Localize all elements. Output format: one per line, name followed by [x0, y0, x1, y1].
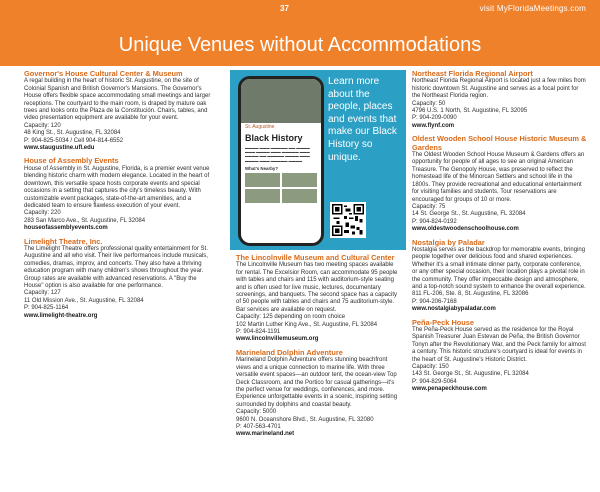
- phone-nearby-heading: What's Nearby?: [245, 165, 279, 171]
- venue-entry: [24, 238, 212, 320]
- page-header: [0, 0, 600, 66]
- venue-url-link[interactable]: www.nostalgiabypaladar.com: [412, 306, 496, 313]
- venue-detail: 9600 N. Oceanshore Blvd., St. Augustine, FL 32080: [236, 416, 374, 423]
- phone-title: Black History: [245, 133, 303, 143]
- venue-entry: [24, 157, 212, 232]
- venue-url-link[interactable]: www.penapeckhouse.com: [412, 386, 487, 393]
- venue-column-1: [24, 70, 212, 325]
- venue-url-link[interactable]: houseofassemblyevents.com: [24, 225, 108, 232]
- venue-detail: P: 407-563-4701: [236, 423, 281, 430]
- venue-detail: 283 San Marco Ave., St. Augustine, FL 32084: [24, 217, 146, 224]
- venue-url-link[interactable]: www.limelight-theatre.org: [24, 312, 98, 319]
- venue-detail: P: 904-824-1191: [236, 329, 281, 336]
- venue-detail: 143 St. George St., St. Augustine, FL 32084: [412, 371, 529, 378]
- venue-detail: P: 904-209-0090: [412, 115, 457, 122]
- venue-detail: P: 904-825-5034 / Cell 904-814-6552: [24, 137, 124, 144]
- venue-entry: [236, 349, 402, 439]
- venue-detail: Capacity: 220: [24, 210, 61, 217]
- venue-name: Peña-Peck House: [412, 317, 475, 327]
- venue-name: Northeast Florida Regional Airport: [412, 69, 533, 78]
- promo-text: Learn more about the people, places and events that make our Black History so unique.: [328, 76, 397, 163]
- venue-url-link[interactable]: www.lincolnvillemuseum.org: [236, 336, 319, 343]
- venue-name: The Lincolnville Museum and Cultural Center: [236, 253, 395, 262]
- venue-detail: 102 Martin Luther King Ave., St. Augustine, FL 32084: [236, 321, 378, 328]
- venue-detail: P: 904-829-5064: [412, 378, 457, 385]
- venue-name: Marineland Dolphin Adventure: [236, 347, 343, 357]
- venue-detail: 14 St. George St., St. Augustine, FL 32084: [412, 211, 526, 218]
- venue-name: Oldest Wooden School House Historic Museum & Gardens: [412, 134, 587, 152]
- venue-name: Governor's House Cultural Center & Museum: [24, 69, 183, 78]
- site-link[interactable]: visit MyFloridaMeetings.com: [479, 4, 586, 13]
- venue-entry: [412, 319, 588, 394]
- venue-detail: Capacity: 120: [24, 122, 61, 129]
- venue-name: Limelight Theatre, Inc.: [24, 236, 103, 246]
- venue-detail: Capacity: 150: [412, 364, 449, 371]
- venue-detail: 11 Old Mission Ave., St. Augustine, FL 32084: [24, 297, 144, 304]
- venue-detail: Capacity: 5000: [236, 409, 277, 416]
- venue-url-link[interactable]: www.flynf.com: [412, 122, 455, 129]
- phone-mockup: [238, 76, 324, 246]
- venue-description: House of Assembly in St. Augustine, Florida, is a premier event venue blending historic charm with modern elegance. Located in the heart of downtown, this versatile space hosts corporate events and special occasions in a setting that captures the city's timeless beauty. With customizable event packages, state-of-the-art amenities, and a dedicated team to ensure flawless execution of your event.: [24, 165, 210, 209]
- venue-detail: Capacity: 127: [24, 290, 61, 297]
- venue-detail: P: 904-824-0192: [412, 218, 457, 225]
- venue-entry: [412, 135, 588, 233]
- venue-entry: [412, 239, 588, 314]
- venue-detail: Capacity: 75: [412, 203, 446, 210]
- phone-body-text: ▬▬▬▬ ▬▬▬ ▬▬▬▬▬ ▬▬ ▬▬▬▬ ▬▬▬ ▬▬▬▬ ▬▬▬ ▬▬▬▬▬ ▬▬▬ ▬▬▬▬ ▬▬ ▬▬▬▬▬ ▬▬▬▬ ▬▬▬ ▬▬▬▬ ▬▬▬ ▬▬▬▬▬ ▬▬▬▬: [245, 146, 310, 163]
- venue-detail: 811 FL-206, Ste. 8, St. Augustine, FL 32086: [412, 291, 529, 298]
- venue-detail: P: 904-206-7168: [412, 298, 457, 305]
- venue-description: Nostalgia serves as the backdrop for memorable events, bringing people together over delicious food and shared experiences. Whether it's a small intimate dinner party, corporate conference, or any other special occasion, their location plays a pivotal role in the community. They offer impeccable design and atmosphere, and a top-notch sound system to enhance the overall experience.: [412, 246, 586, 290]
- venue-url-link[interactable]: www.oldestwoodenschoolhouse.com: [412, 226, 519, 233]
- venue-description: Northeast Florida Regional Airport is located just a few miles from historic downtown St. Augustine and serves as a focal point for the Northeast Florida region.: [412, 78, 586, 100]
- venue-detail: Capacity: 125 depending on room choice: [236, 314, 346, 321]
- page-title: Unique Venues without Accommodations: [118, 34, 482, 56]
- venue-name: House of Assembly Events: [24, 156, 119, 166]
- venue-description: A regal building in the heart of historic St. Augustine, on the site of Colonial Spanish and British Governor's Mansions. The Governor's House offers flexible space accommodating small meetings and larger receptions. The courtyard to the main room, is draped by mature oak trees and looks onto the Plaza de la Constitución. Chairs, tables, and video presentation equipment are available for your event.: [24, 78, 211, 122]
- venue-name: Nostalgia by Paladar: [412, 237, 485, 247]
- venue-detail: 4796 U.S. 1 North, St. Augustine, FL 32095: [412, 108, 528, 115]
- phone-subtitle: St. Augustine: [245, 124, 275, 130]
- venue-description: The Limelight Theatre offers professional quality entertainment for St. Augustine and all who visit. Their live performances include musicals, comedies, dramas, improv, and concerts. They also have a thriving education program with many children's shows throughout the year. Group rates are available with advanced reservations. A "Buy the House" option is also available for one performance.: [24, 245, 208, 289]
- black-history-promo: [230, 70, 406, 250]
- venue-description: The Lincolnville Museum has two meeting spaces available for rental. The Excelsior Room, can accommodate 95 people with tables and chairs and 115 with auditorium-style seating and is often used for live music, lectures, documentary screenings, and banquets. The second space has a capacity of 50 people with tables and chairs and 75 auditorium-style. Bar services are available on request.: [236, 262, 398, 313]
- page-number: 37: [280, 4, 289, 13]
- venue-description: Marineland Dolphin Adventure offers stunning beachfront views and a unique connection to marine life. With three versatile event spaces—an outdoor tent, the ocean-view Top Deck Classroom, and the Portico for casual gatherings—it's the perfect venue for weddings, conferences, and more. Experience unforgettable events in a scenic, inspiring setting surrounded by dolphins and coastal beauty.: [236, 357, 398, 408]
- venue-url-link[interactable]: www.marineland.net: [236, 431, 295, 438]
- venue-entry: [24, 70, 212, 152]
- venue-entry: [412, 70, 588, 130]
- venue-detail: Capacity: 50: [412, 100, 446, 107]
- venue-detail: 48 King St., St. Augustine, FL 32084: [24, 130, 121, 137]
- venue-url-link[interactable]: www.staugustine.ufl.edu: [24, 145, 95, 152]
- venue-column-2: [236, 254, 402, 444]
- venue-entry: [236, 254, 402, 344]
- venue-detail: P: 904-825-1164: [24, 305, 69, 312]
- historic-photo: [241, 79, 321, 123]
- nearby-thumbnails: [245, 173, 317, 203]
- qr-code-icon[interactable]: [330, 202, 366, 238]
- venue-description: The Oldest Wooden School House Museum & Gardens offers an opportunity for people of all ages to see an original American Treasure. The Genopoly House, was preserved to reflect the homestead life of the Minorcan Settlers and school life in the 1800s. They provide recreational and educational entertainment for visiting families and students. Tour reservations are encouraged for groups of 10 or more.: [412, 152, 585, 203]
- venue-column-3: [412, 70, 588, 399]
- venue-description: The Peña-Peck House served as the residence for the Royal Spanish Treasurer Juan Estevan de Peña, the British Governor Tonyn after the Revolutionary War, and the Peck family for almost a century. This historic structure's courtyard is ideal for events in the heart of St. Augustine's Historic District.: [412, 327, 586, 363]
